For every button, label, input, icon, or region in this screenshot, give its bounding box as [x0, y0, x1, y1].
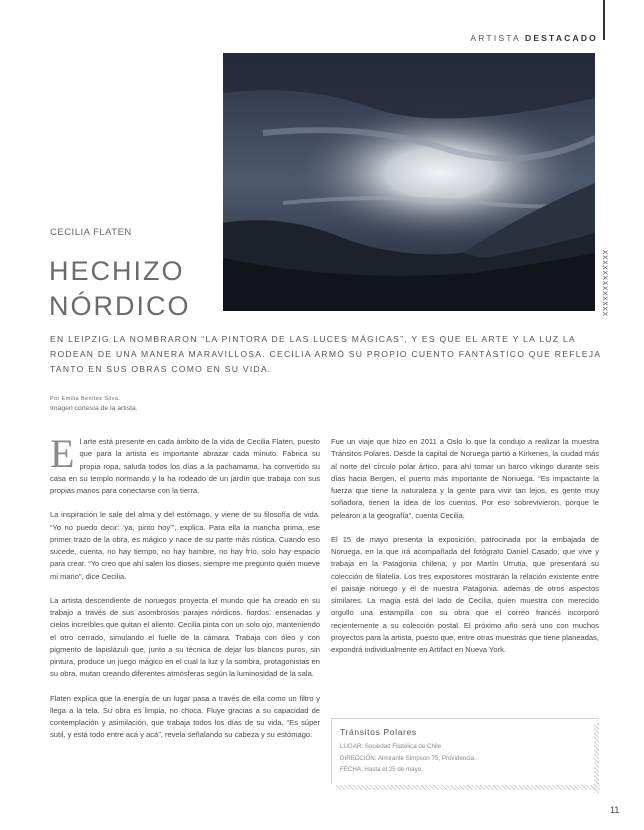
info-box-title: Tránsitos Polares [340, 727, 417, 737]
section-label-bold: DESTACADO [524, 33, 598, 43]
title-line-1: HECHIZO [49, 256, 185, 286]
paragraph: La artista descendiente de noruegos proyecta el mundo que ha creado en su trabajo a través de sus asombrosos parajes nórdicos. fiordos. ensenadas y cielos increíbles que quitan el aliento. Cecilia pinta con un solo ojo, manteniendo el otro cerrado, simulando el fuelle de la cámara. Trabaja con óleo y con pigmento de lapislázuli que, junto a su técnica de dejar los blancos puros, sin pintura, produce un juego mágico en el cual la luz y la sombra, protagonistas en su obra, mutan creando diferentes atmósferas según la luminosidad de la sala. [50, 595, 320, 679]
exhibition-info-box [331, 718, 599, 784]
article-title [49, 254, 191, 324]
paragraph: Flaten explica que la energía de un lugar pasa a través de ella como un filtro y llega a la tela. Su obra es limpia, no choca. Fluye gracias a su capacidad de contemplación y asimilación, que trabaja todos los días de su vida. “Es súper sutil, y está todo entre acá y acá”, revela señalando su cabeza y su estómago. [50, 693, 320, 740]
image-credit: Imagen cortesía de la artista. [50, 405, 138, 412]
info-box-date: FECHA: Hasta el 25 de mayo. [340, 766, 423, 773]
section-label-prefix: ARTISTA [470, 33, 521, 43]
dropcap: E [50, 431, 75, 476]
left-column [50, 431, 320, 754]
artist-name: CECILIA FLATEN [50, 227, 132, 238]
paragraph: El 15 de mayo presenta la exposición, patrocinada por la embajada de Noruega, en la que irá acompañada del fotógrato Daniel Casado, que vive y trabaja en la Patagonia chilena, y por Martín Urrutia, que presentará su colección de filatelia. Los tres expositores mostrarán la relación existente entre el paisaje noruego y el de nuestra Patagonia. además de otros aspectos similares. La magia está del lado de Cecilia, quien muestra con merecido orgullo una estampilla con su obra que el correo francés incorporó recientemente a su colección postal. El próximo año será uno con muchos proyectos para la artista, puesto que, entre otras muestras que tiene planeadas, expondrá individualmente en Artifact en Nueva York. [331, 534, 599, 654]
title-line-2: NÓRDICO [49, 291, 191, 321]
section-label [470, 33, 598, 43]
top-rule [603, 0, 605, 40]
paragraph: Fue un viaje que hizo en 2011 a Oslo lo que la condujo a realizar la muestra Tránsitos Polares. Desde la capital de Noruega partió a Kirkenes, la ciudad más al norte del círculo polar ártico, para ahí tomar un barco vikingo durante seis días hacia Bergen, el puerto más importante de Noriuega. “Es impactante la fuerza que tiene la naturaleza y la gente para vivir tan lejos, es gente muy soñadora, tienen la idea de los cuentos. Por eso sobrevivieron, porque le pelearon a la geografía”, cuenta Cecilia. [331, 437, 599, 520]
paragraph: La inspiración le sale del alma y del estómago, y viene de su filosofía de vida. “Yo no puedo decir: ‘ya, pinto hoy’”, explica. Para ella la mancha prima, ese primer trazo de la obra, es mágico y nace de su parte más rústica. Cuando eso sucede, cuenta, no hay tiempo, no hay hambre, no hay frío, solo hay espacio para crear. “Yo creo que ahí salen los dioses, siempre me pregunto quién mueve mi mano”, dice Cecilia. [50, 510, 320, 581]
byline: Por Emilia Benítez Silva. [50, 396, 121, 402]
hero-painting [223, 53, 595, 311]
landscape-painting-image [223, 53, 595, 311]
paragraph [50, 431, 320, 497]
info-box-location: LUGAR: Sociedad Filatélica de Chile [340, 743, 442, 750]
article-lede: EN LEIPZIG LA NOMBRARON “LA PINTORA DE LAS LUCES MÁGICAS”, Y ES QUE EL ARTE Y LA LUZ LA RODEAN DE UNA MANERA MARAVILLOSA. CECILIA ARMÓ SU PROPIO CUENTO FANTÁSTICO QUE REFLEJA TANTO EN SUS OBRAS COMO EN SU VIDA. [50, 334, 601, 374]
photo-credit-vertical: XXXXXXXXXXXXX [601, 250, 608, 317]
page-number: 11 [610, 805, 620, 815]
paragraph-text: l arte está presente en cada ámbito de la vida de Cecilia Flaten, puesto que para la artista es importante abrazar cada minuto. Fabrica su propia ropa, saluda todos los días a la pachamama, ha convertido su casa en su templo normando y la ha rodeado de un jardín que trabaja con sus propias manos para conectarse con la tierra. [50, 437, 320, 495]
right-column [331, 436, 599, 668]
info-box-address: DIRECCIÓN: Almirante Simpson 75, Providencia. [340, 754, 476, 762]
